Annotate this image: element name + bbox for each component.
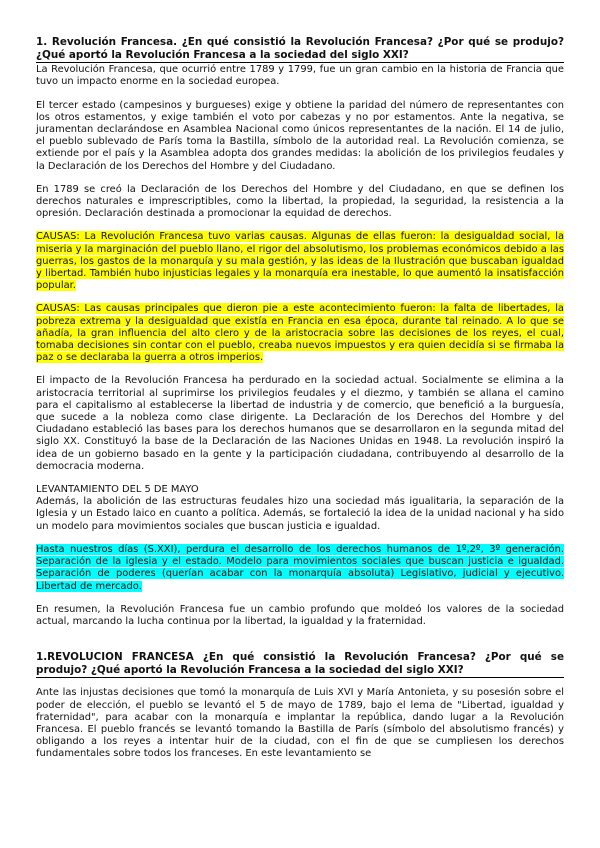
uprising-label: LEVANTAMIENTO DEL 5 DE MAYO bbox=[36, 484, 199, 496]
impact-paragraph: El impacto de la Revolución Francesa ha perdurado en la sociedad actual. Socialmente se elimina a la aristocracia territorial al suprimirse los privilegios feudales y el diezmo, y también se allana el camino para el capitalismo al establecerse la libertad de industria y de comercio, que benefició a la burguesía, que sucede a la nobleza como clase dirigente. La Declaración de los Derechos del Hombre y del Ciudadano estableció las bases para los derechos humanos que se desarrollaron en la segunda mitad del siglo XX. Constituyó la base de la Declaración de las Naciones Unidas en 1948. La revolución inspiró la idea de un gobierno basado en la gente y la participación ciudadana, contribuyendo al desarrollo de la democracia moderna. bbox=[36, 375, 564, 472]
third-estate-paragraph: El tercer estado (campesinos y burgueses) exige y obtiene la paridad del número de representantes con los otros estamentos, y exige también el voto por cabezas y no por estamentos. Ante la negativa, se juramentan declarándose en Asamblea Nacional como únicos representantes de la nación. El 14 de julio, el pueblo sublevado de París toma la Bastilla, símbolo de la autoridad real. La Revolución comienza, se extiende por el país y la Asamblea adopta dos grandes medidas: la abolición de los privilegios feudales y la Declaración de los Derechos del Hombre y del Ciudadano. bbox=[36, 99, 564, 172]
section1-heading: 1. Revolución Francesa. ¿En qué consistió la Revolución Francesa? ¿Por qué se produjo? ¿Qué aportó la Revolución Francesa a la sociedad del siglo XXI? bbox=[36, 36, 564, 63]
document-body bbox=[36, 36, 564, 772]
legacy-paragraph bbox=[36, 544, 564, 593]
section2-heading: 1.REVOLUCION FRANCESA ¿En qué consistió la Revolución Francesa? ¿Por qué se produjo? ¿Qué aportó la Revolución Francesa a la sociedad del siglo XXI? bbox=[36, 651, 564, 678]
causes-paragraph-1 bbox=[36, 231, 564, 292]
declaration-paragraph: En 1789 se creó la Declaración de los Derechos del Hombre y del Ciudadano, en que se definen los derechos naturales e imprescriptibles, como la libertad, la propiedad, la seguridad, la resistencia a la opresión. Declaración destinada a promocionar la equidad de derechos. bbox=[36, 183, 564, 220]
summary-paragraph: En resumen, la Revolución Francesa fue un cambio profundo que moldeó los valores de la sociedad actual, marcando la lucha continua por la libertad, la igualdad y la fraternidad. bbox=[36, 603, 564, 627]
highlighted-text-cyan: Hasta nuestros días (S.XXI), perdura el desarrollo de los derechos humanos de 1º,2º, 3º generación. Separación de la iglesia y el estado. Modelo para movimientos sociales que buscan justicia e igualdad. Separación de poderes (querían acabar con la monarquía absoluta) Legislativo, judicial y ejecutivo. Libertad de mercado. bbox=[36, 543, 564, 592]
highlighted-text-yellow: CAUSAS: La Revolución Francesa tuvo varias causas. Algunas de ellas fueron: la desigualdad social, la miseria y la marginación del pueblo llano, el rigor del absolutismo, los problemas económicos debido a las guerras, los gastos de la monarquía y su mala gestión, y las ideas de la Ilustración que buscaban igualdad y libertad. También hubo injusticias legales y la monarquía era inestable, lo que aumentó la insatisfacción popular. bbox=[36, 231, 564, 292]
section2-paragraph: Ante las injustas decisiones que tomó la monarquía de Luis XVI y María Antonieta, y su posesión sobre el poder de elección, el pueblo se levantó el 5 de mayo de 1789, bajo el lema de "Libertad, igualdad y fraternidad", para acabar con la monarquía e implantar la república, dando lugar a la Revolución Francesa. El pueblo francés se levantó tomando la Bastilla de París (símbolo del absolutismo francés) y obligando a los reyes a intentar huir de la ciudad, con el fin de que se cumpliesen los derechos fundamentales sobre todos los franceses. En este levantamiento se bbox=[36, 687, 564, 760]
section-spacer bbox=[36, 639, 564, 651]
abolition-paragraph: Además, la abolición de las estructuras feudales hizo una sociedad más igualitaria, la separación de la Iglesia y un Estado laico en cuanto a política. Además, se fortaleció la idea de la unidad nacional y ha sido un modelo para movimientos sociales que buscan justicia e igualdad. bbox=[36, 496, 564, 532]
causes-paragraph-2 bbox=[36, 303, 564, 364]
intro-paragraph: La Revolución Francesa, que ocurrió entre 1789 y 1799, fue un gran cambio en la historia de Francia que tuvo un impacto enorme en la sociedad europea. bbox=[36, 64, 564, 88]
highlighted-text-yellow: CAUSAS: Las causas principales que dieron pie a este acontecimiento fueron: la falta de libertades, la pobreza extrema y la desigualdad que existía en Francia en esa época, durante tal reinado. A lo que se añadía, la gran influencia del alto clero y de la aristocracia sobre las decisiones de los reyes, el cual, tomaba decisiones sin contar con el pueblo, creaba nuevos impuestos y era quien decidía si se firmaba la paz o se declaraba la guerra a otros imperios. bbox=[36, 303, 564, 364]
